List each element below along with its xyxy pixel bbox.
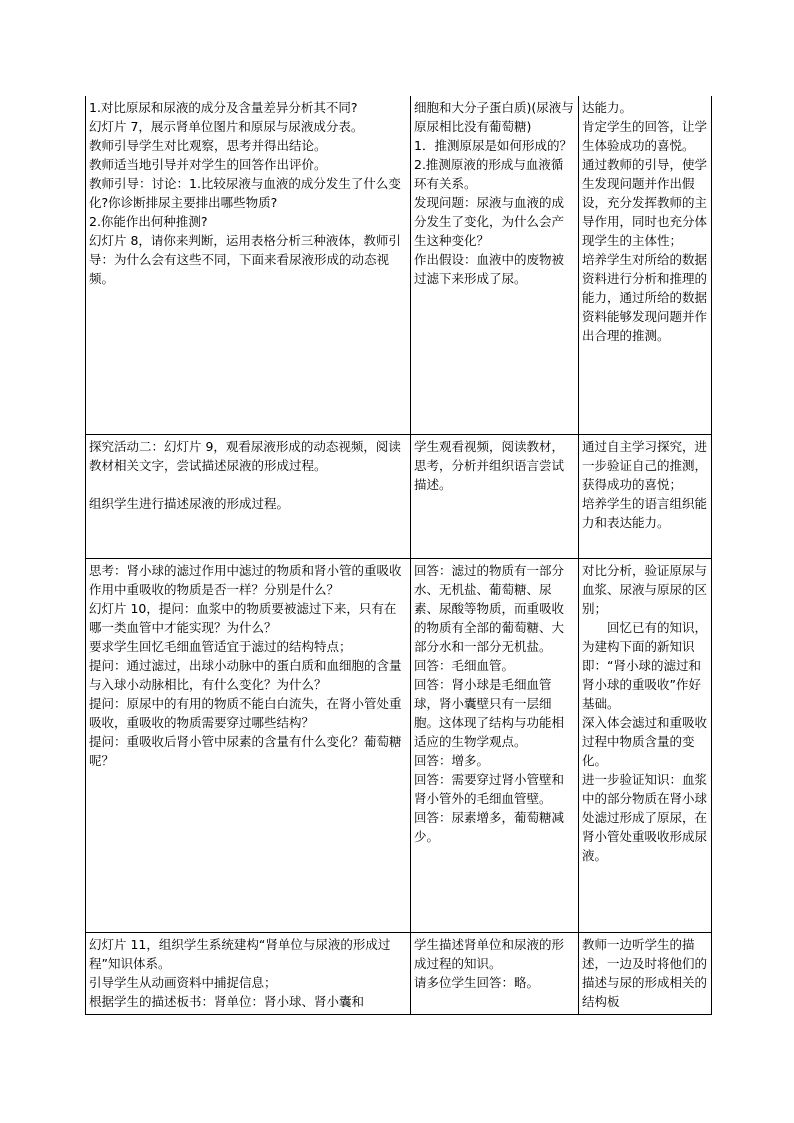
- cell-paragraph: 通过自主学习探究，进一步验证自己的推测，获得成功的喜悦；: [582, 438, 708, 492]
- table-row: [86, 932, 712, 1014]
- cell-paragraph: 培养学生对所给的数据资料进行分析和推理的能力，通过所给的数据资料能够发现问题并作出合理的推测。: [582, 252, 708, 343]
- cell-paragraph: 根据学生的描述板书：肾单位：肾小球、肾小囊和: [89, 993, 365, 1009]
- cell-paragraph: 幻灯片 7，展示肾单位图片和原尿与尿液成分表。: [89, 119, 364, 134]
- cell-paragraph: 回答：增多。: [414, 752, 490, 768]
- cell-paragraph: 请多位学生回答：略。: [414, 974, 540, 990]
- cell-paragraph: 达能力。: [582, 100, 633, 115]
- cell-paragraph: 对比分析，验证原尿与血浆、尿液与原尿的区别；: [582, 562, 708, 616]
- cell-paragraph: [89, 475, 407, 494]
- table-row: [86, 434, 712, 558]
- teacher-activity-cell: [86, 932, 411, 1014]
- design-intent-cell: [579, 434, 712, 558]
- teacher-activity-cell: [86, 434, 411, 558]
- design-intent-cell: [579, 932, 712, 1014]
- cell-paragraph: 提问：原尿中的有用的物质不能白白流失，在肾小管处重吸收，重吸收的物质需要穿过哪些结构？: [89, 695, 402, 730]
- student-activity-cell: [411, 932, 579, 1014]
- cell-paragraph: 1．推测原尿是如何形成的？: [414, 138, 572, 153]
- cell-paragraph: 幻灯片 10，提问：血浆中的物质要被滤过下来，只有在哪一类血管中才能实现？为什么？: [89, 600, 397, 635]
- table-row: [86, 96, 712, 434]
- teacher-activity-cell: [86, 558, 411, 932]
- cell-paragraph: 幻灯片 11，组织学生系统建构“肾单位与尿液的形成过程”知识体系。: [89, 936, 391, 971]
- cell-paragraph: 回答：滤过的物质有一部分水、无机盐、葡萄糖、尿素、尿酸等物质，而重吸收的物质有全部的葡萄糖、大部分水和一部分无机盐。: [414, 562, 565, 654]
- cell-paragraph: 引导学生从动画资料中捕捉信息；: [89, 974, 277, 990]
- cell-paragraph: 细胞和大分子蛋白质)(尿液与原尿相比没有葡萄糖): [414, 100, 574, 134]
- lesson-plan-body: [86, 96, 712, 1014]
- table-row: [86, 558, 712, 932]
- design-intent-cell: [579, 558, 712, 932]
- cell-paragraph: 学生描述肾单位和尿液的形成过程的知识。: [414, 936, 565, 971]
- cell-paragraph: 组织学生进行描述尿液的形成过程。: [89, 495, 290, 511]
- cell-paragraph: 1.对比原尿和尿液的成分及含量差异分析其不同?: [89, 100, 358, 115]
- cell-paragraph: 进一步验证知识：血浆中的部分物质在肾小球处滤过形成了原尿，在肾小管处重吸收形成尿液。: [582, 771, 708, 863]
- cell-paragraph: 回忆已有的知识，为建构下面的新知识即：“肾小球的滤过和肾小球的重吸收”作好基础。: [582, 619, 708, 711]
- cell-paragraph: 学生观看视频，阅读教材，思考，分析并组织语言尝试描述。: [414, 438, 565, 492]
- teacher-activity-cell: [86, 96, 411, 434]
- student-activity-cell: [411, 96, 579, 434]
- cell-paragraph: 作出假设：血液中的废物被过滤下来形成了尿。: [414, 252, 565, 286]
- cell-paragraph: 回答：毛细血管。: [414, 657, 515, 673]
- cell-paragraph: 提问：通过滤过，出球小动脉中的蛋白质和血细胞的含量与入球小动脉相比，有什么变化？为什么？: [89, 657, 402, 692]
- cell-paragraph: 提问：重吸收后肾小管中尿素的含量有什么变化？葡萄糖呢？: [89, 733, 402, 768]
- student-activity-cell: [411, 558, 579, 932]
- cell-paragraph: 发现问题：尿液与血液的成分发生了变化，为什么会产生这种变化？: [414, 195, 565, 248]
- cell-paragraph: 通过教师的引导，使学生发现问题并作出假设，充分发挥教师的主导作用，同时也充分体现学生的主体性；: [582, 157, 708, 248]
- cell-paragraph: 2.推测原液的形成与血液循环有关系。: [414, 157, 564, 191]
- cell-paragraph: 探究活动二：幻灯片 9，观看尿液形成的动态视频，阅读教材相关文字，尝试描述尿液的形成过程。: [89, 438, 401, 473]
- cell-paragraph: 深入体会滤过和重吸收过程中物质含量的变化。: [582, 714, 708, 768]
- cell-paragraph: 思考：肾小球的滤过作用中滤过的物质和肾小管的重吸收作用中重吸收的物质是否一样？分别是什么？: [89, 562, 402, 597]
- cell-paragraph: 回答：尿素增多，葡萄糖减少。: [414, 809, 565, 844]
- cell-paragraph: 培养学生的语言组织能力和表达能力。: [582, 495, 708, 530]
- cell-paragraph: 回答：需要穿过肾小管壁和肾小管外的毛细血管壁。: [414, 771, 565, 806]
- lesson-plan-table: [85, 96, 712, 1015]
- design-intent-cell: [579, 96, 712, 434]
- student-activity-cell: [411, 434, 579, 558]
- cell-paragraph: 2.你能作出何种推测?: [89, 214, 208, 229]
- cell-paragraph: 肯定学生的回答，让学生体验成功的喜悦。: [582, 119, 708, 153]
- cell-paragraph: 教师适当地引导并对学生的回答作出评价。: [89, 157, 327, 172]
- cell-paragraph: 教师引导：讨论：1.比较尿液与血液的成分发生了什么变化?你诊断排尿主要排出哪些物质?: [89, 176, 401, 210]
- cell-paragraph: 教师引导学生对比观察，思考并得出结论。: [89, 138, 327, 153]
- cell-paragraph: 教师一边听学生的描述，一边及时将他们的描述与尿的形成相关的结构板: [582, 936, 708, 1009]
- cell-paragraph: 幻灯片 8，请你来判断，运用表格分析三种液体，教师引导：为什么会有这些不同，下面来看尿液形成的动态视频。: [89, 233, 401, 286]
- cell-paragraph: 回答：肾小球是毛细血管球，肾小囊壁只有一层细胞。这体现了结构与功能相适应的生物学观点。: [414, 676, 565, 749]
- cell-paragraph: 要求学生回忆毛细血管适宜于滤过的结构特点；: [89, 638, 352, 654]
